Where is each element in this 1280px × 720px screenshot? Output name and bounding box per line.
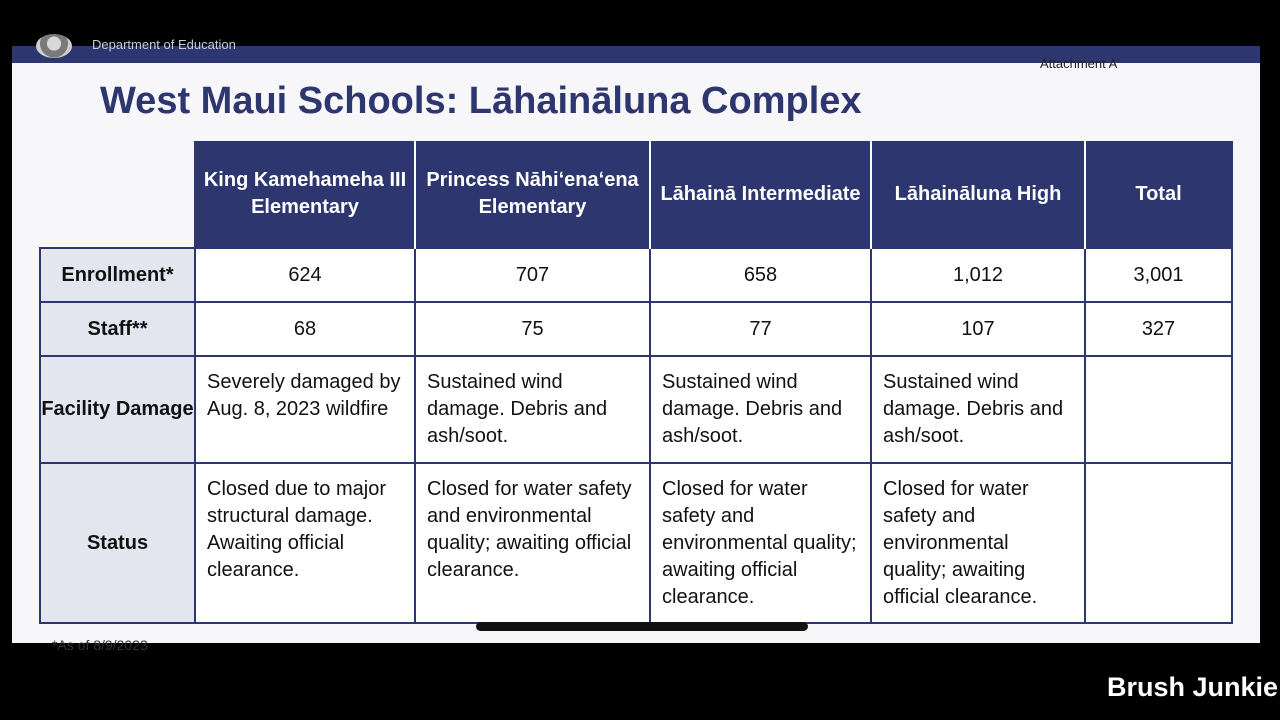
row-header-status: Status: [40, 463, 195, 623]
table-row-status: [40, 463, 1232, 623]
column-header-king-kamehameha-iii: King Kamehameha III Elementary: [195, 141, 415, 248]
scroll-indicator[interactable]: [476, 622, 808, 631]
table-corner-cell: [40, 141, 195, 248]
column-header-lahaina-intermediate: Lāhainā Intermediate: [650, 141, 871, 248]
table-cell: 707: [415, 248, 650, 302]
table-cell: 68: [195, 302, 415, 356]
channel-watermark: Brush Junkie: [1106, 672, 1278, 702]
table-cell: Closed for water safety and environmental quality; awaiting official clearance.: [650, 463, 871, 623]
footnote: *As of 8/9/2023: [52, 637, 148, 653]
table-cell: 77: [650, 302, 871, 356]
table-cell: 1,012: [871, 248, 1085, 302]
attachment-label: Attachment A: [1040, 56, 1118, 71]
column-header-princess-nahienaena: Princess Nāhiʻenaʻena Elementary: [415, 141, 650, 248]
table-cell: Closed due to major structural damage. Awaiting official clearance.: [195, 463, 415, 623]
table-cell: Closed for water safety and environmental quality; awaiting official clearance.: [871, 463, 1085, 623]
table-cell: Severely damaged by Aug. 8, 2023 wildfire: [195, 356, 415, 463]
table-cell: 327: [1085, 302, 1232, 356]
table-row-enrollment: [40, 248, 1232, 302]
table-row-staff: [40, 302, 1232, 356]
table-cell: Sustained wind damage. Debris and ash/soot.: [871, 356, 1085, 463]
table-cell: [1085, 463, 1232, 623]
table-cell: [1085, 356, 1232, 463]
row-header-facility-damage: Facility Damage: [40, 356, 195, 463]
department-name: Department of Education: [92, 37, 236, 52]
table-row-facility-damage: [40, 356, 1232, 463]
table-cell: Sustained wind damage. Debris and ash/soot.: [415, 356, 650, 463]
table-cell: 107: [871, 302, 1085, 356]
table-cell: 3,001: [1085, 248, 1232, 302]
row-header-enrollment: Enrollment*: [40, 248, 195, 302]
table-cell: 75: [415, 302, 650, 356]
table-header-row: [40, 141, 1232, 248]
column-header-total: Total: [1085, 141, 1232, 248]
table-cell: 658: [650, 248, 871, 302]
table-cell: 624: [195, 248, 415, 302]
presentation-slide: [12, 37, 1260, 653]
table-cell: Sustained wind damage. Debris and ash/soot.: [650, 356, 871, 463]
table-cell: Closed for water safety and environmental quality; awaiting official clearance.: [415, 463, 650, 623]
department-seal-icon: [36, 34, 72, 58]
column-header-lahainaluna-high: Lāhaināluna High: [871, 141, 1085, 248]
slide-title: West Maui Schools: Lāhaināluna Complex: [100, 80, 862, 122]
row-header-staff: Staff**: [40, 302, 195, 356]
schools-table: [39, 141, 1233, 624]
